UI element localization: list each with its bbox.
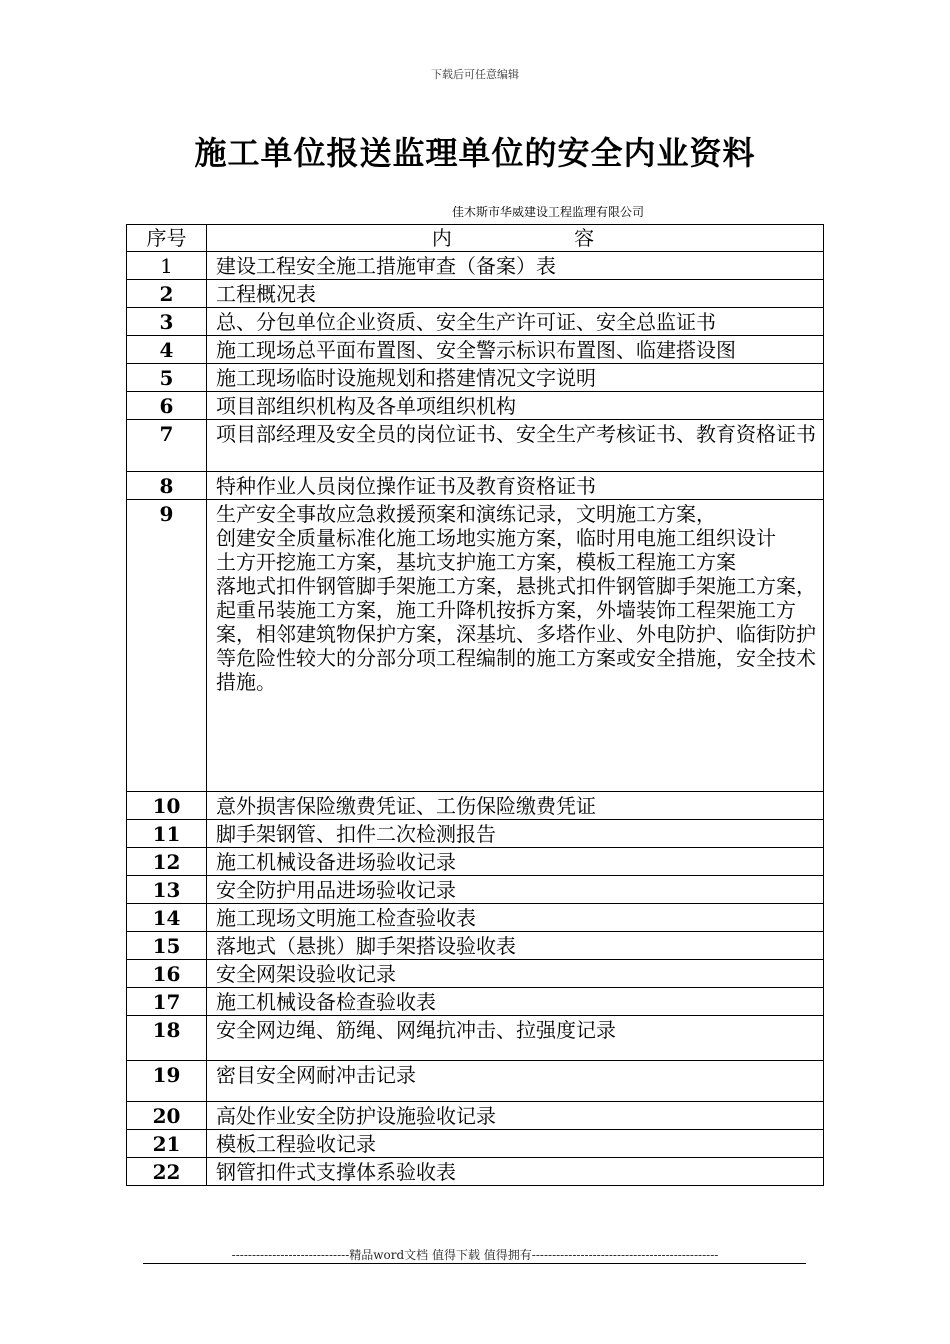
table-row: [127, 364, 824, 392]
table-row: [127, 988, 824, 1016]
row-content: 安全防护用品进场验收记录: [207, 876, 824, 904]
page-title: 施工单位报送监理单位的安全内业资料: [194, 134, 756, 172]
table-row: [127, 1158, 824, 1186]
document-table: [126, 224, 824, 1186]
content-line: 土方开挖施工方案，基坑支护施工方案，模板工程施工方案: [216, 550, 736, 574]
table-row: [127, 336, 824, 364]
row-content: 施工机械设备检查验收表: [207, 988, 824, 1016]
row-content: 项目部经理及安全员的岗位证书、安全生产考核证书、教育资格证书: [207, 420, 824, 472]
table-row: [127, 820, 824, 848]
table-row: [127, 1016, 824, 1061]
table-row: [127, 392, 824, 420]
row-content: 高处作业安全防护设施验收记录: [207, 1102, 824, 1130]
header-note: 下载后可任意编辑: [431, 68, 519, 81]
table-row: [127, 1061, 824, 1102]
table-row: [127, 904, 824, 932]
table-row: [127, 280, 824, 308]
column-header-number: 序号: [127, 225, 207, 252]
table-row: [127, 876, 824, 904]
row-number: 9: [127, 500, 207, 792]
row-number: 17: [127, 988, 207, 1016]
row-content: 安全网边绳、筋绳、网绳抗冲击、拉强度记录: [207, 1016, 824, 1061]
table-row: [127, 472, 824, 500]
content-line: 生产安全事故应急救援预案和演练记录，文明施工方案，: [216, 502, 716, 526]
table-row: [127, 1130, 824, 1158]
table-row: [127, 792, 824, 820]
row-number: 22: [127, 1158, 207, 1186]
table-row: [127, 308, 824, 336]
row-number: 15: [127, 932, 207, 960]
row-number: 3: [127, 308, 207, 336]
row-content: 施工机械设备进场验收记录: [207, 848, 824, 876]
row-number: 11: [127, 820, 207, 848]
row-number: 1: [127, 252, 207, 280]
row-number: 18: [127, 1016, 207, 1061]
company-name: 佳木斯市华威建设工程监理有限公司: [452, 205, 645, 219]
table-row: [127, 932, 824, 960]
table-row: [127, 420, 824, 472]
table-row: [127, 252, 824, 280]
row-number: 2: [127, 280, 207, 308]
footer-divider: [143, 1263, 806, 1264]
table-row: [127, 960, 824, 988]
row-content: 工程概况表: [207, 280, 824, 308]
row-content: 总、分包单位企业资质、安全生产许可证、安全总监证书: [207, 308, 824, 336]
footer-text: -----------------------------精品word文档 值得下载 值得拥有----------------------------------------------: [231, 1248, 719, 1262]
row-content: 钢管扣件式支撑体系验收表: [207, 1158, 824, 1186]
row-number: 16: [127, 960, 207, 988]
table-row: [127, 1102, 824, 1130]
content-line: 落地式扣件钢管脚手架施工方案，悬挑式扣件钢管脚手架施工方案，起重吊装施工方案，施工升降机按拆方案，外墙装饰工程架施工方案，相邻建筑物保护方案，深基坑、多塔作业、外电防护、临街防护等危险性较大的分部分项工程编制的施工方案或安全措施，安全技术措施。: [216, 574, 816, 694]
table-row: [127, 500, 824, 792]
row-content: 密目安全网耐冲击记录: [207, 1061, 824, 1102]
row-content: 施工现场临时设施规划和搭建情况文字说明: [207, 364, 824, 392]
row-content: 模板工程验收记录: [207, 1130, 824, 1158]
row-content: [207, 500, 824, 792]
row-content: 施工现场总平面布置图、安全警示标识布置图、临建搭设图: [207, 336, 824, 364]
row-number: 5: [127, 364, 207, 392]
column-header-content: 内 容: [207, 225, 824, 252]
row-number: 6: [127, 392, 207, 420]
row-number: 7: [127, 420, 207, 472]
row-content: 意外损害保险缴费凭证、工伤保险缴费凭证: [207, 792, 824, 820]
row-content: 特种作业人员岗位操作证书及教育资格证书: [207, 472, 824, 500]
row-number: 13: [127, 876, 207, 904]
row-content: 项目部组织机构及各单项组织机构: [207, 392, 824, 420]
content-line: 创建安全质量标准化施工场地实施方案，临时用电施工组织设计: [216, 526, 776, 550]
row-content: 施工现场文明施工检查验收表: [207, 904, 824, 932]
row-number: 14: [127, 904, 207, 932]
table-row: [127, 848, 824, 876]
row-content: 安全网架设验收记录: [207, 960, 824, 988]
row-content: 落地式（悬挑）脚手架搭设验收表: [207, 932, 824, 960]
row-number: 4: [127, 336, 207, 364]
row-number: 8: [127, 472, 207, 500]
row-number: 12: [127, 848, 207, 876]
row-number: 20: [127, 1102, 207, 1130]
row-content: 脚手架钢管、扣件二次检测报告: [207, 820, 824, 848]
row-number: 19: [127, 1061, 207, 1102]
row-number: 10: [127, 792, 207, 820]
table-header-row: [127, 225, 824, 252]
row-number: 21: [127, 1130, 207, 1158]
row-content: 建设工程安全施工措施审查（备案）表: [207, 252, 824, 280]
